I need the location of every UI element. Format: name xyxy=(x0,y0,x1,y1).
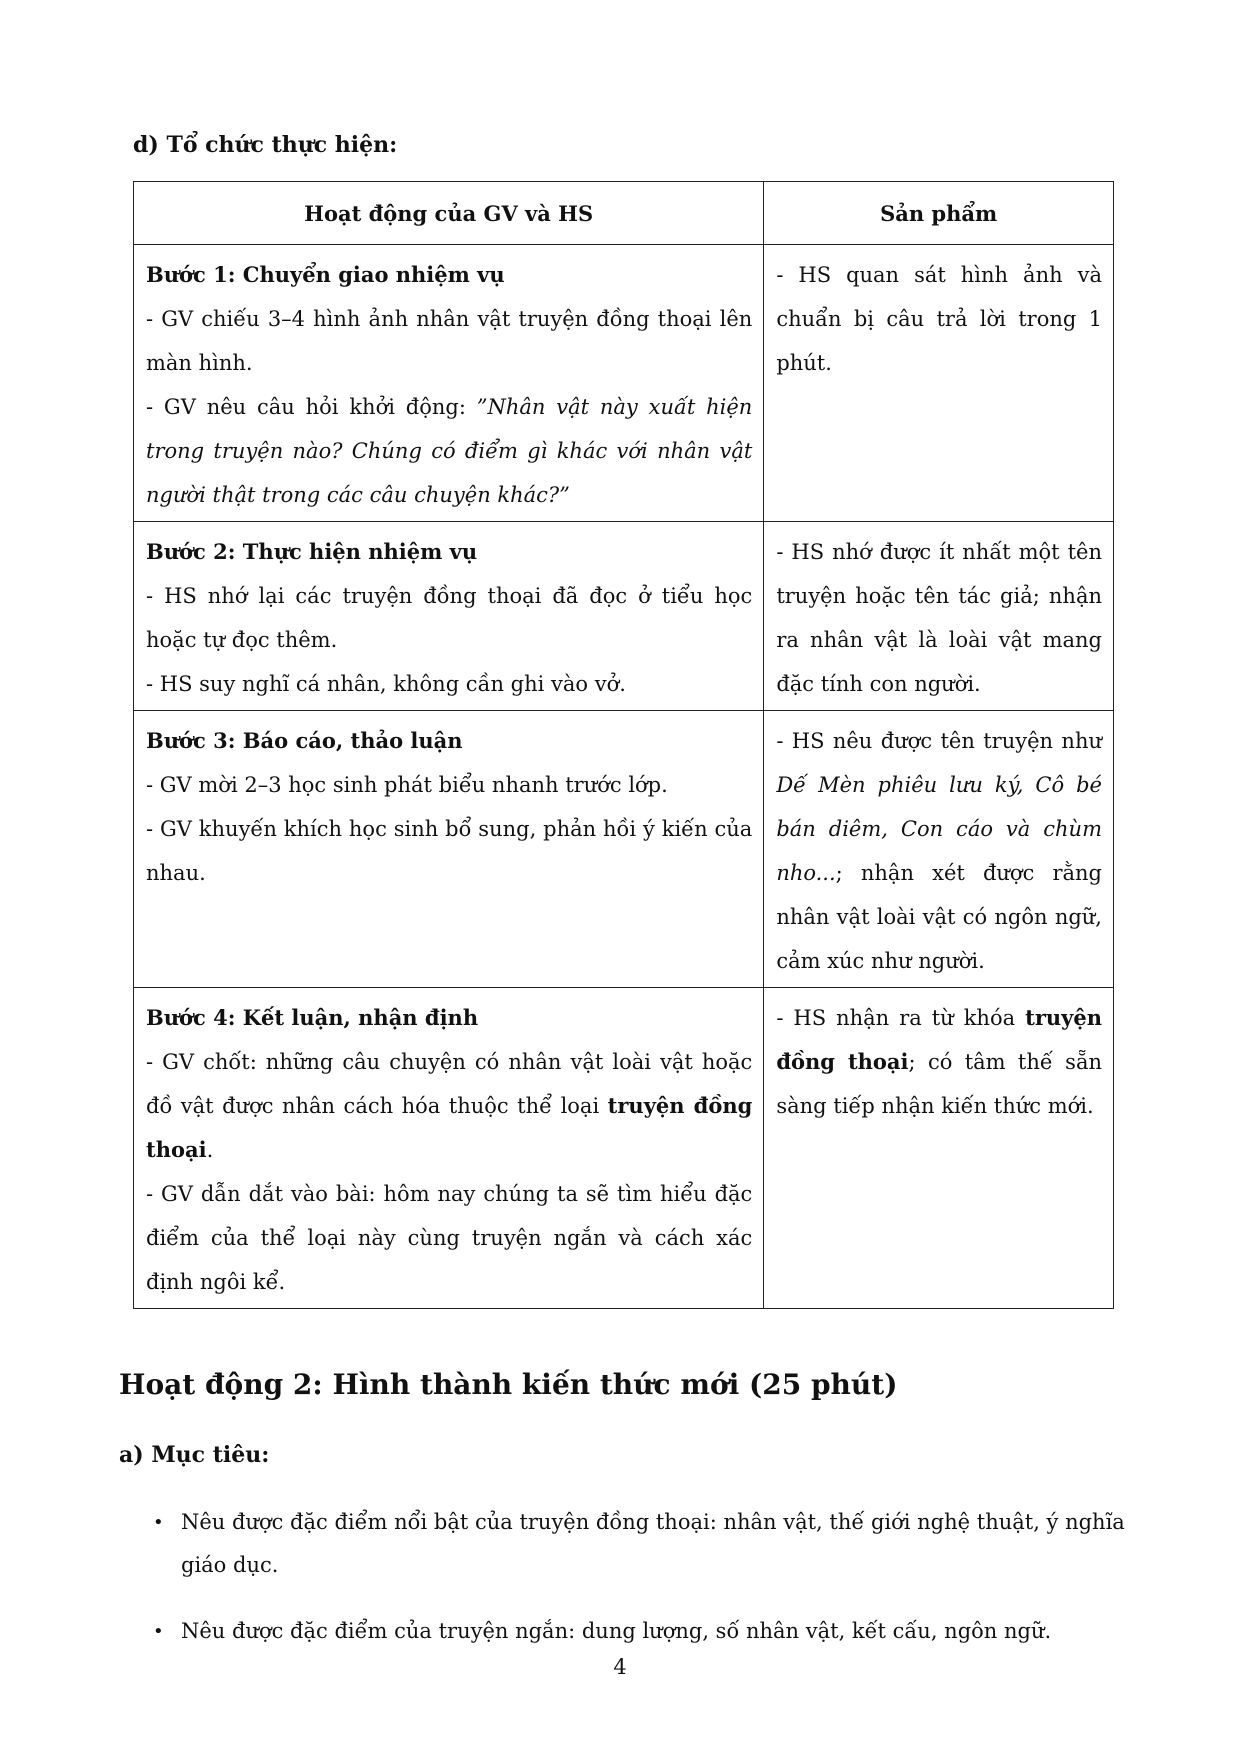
activity-line xyxy=(146,1040,752,1172)
activity-text: . xyxy=(206,1138,214,1162)
product-cell xyxy=(764,711,1114,988)
activity-table xyxy=(133,181,1114,1309)
product-text: ; nhận xét được rằng nhân vật loài vật có ngôn ngữ, cảm xúc như người. xyxy=(776,861,1102,973)
activity-line xyxy=(146,574,752,662)
keyword: truyện đồng thoại xyxy=(776,1005,1102,1074)
activity-text: - HS suy nghĩ cá nhân, không cần ghi vào vở. xyxy=(146,672,626,696)
table-body xyxy=(134,245,1114,1309)
table-row xyxy=(134,711,1114,988)
activity-heading: Hoạt động 2: Hình thành kiến thức mới (25 phút) xyxy=(119,1368,898,1401)
table-row xyxy=(134,245,1114,522)
list-item xyxy=(153,1501,1133,1587)
activity-text: - HS nhớ lại các truyện đồng thoại đã đọc ở tiểu học hoặc tự đọc thêm. xyxy=(146,584,753,652)
list-item xyxy=(153,1610,1133,1653)
activity-text: - GV mời 2–3 học sinh phát biểu nhanh trước lớp. xyxy=(146,773,668,797)
activity-cell xyxy=(134,522,764,711)
objective-heading: a) Mục tiêu: xyxy=(119,1442,270,1468)
activity-line xyxy=(146,385,752,517)
activity-line xyxy=(146,763,752,807)
activity-line xyxy=(146,1172,752,1304)
step-title: Bước 2: Thực hiện nhiệm vụ xyxy=(146,539,478,564)
product-text: - HS nêu được tên truyện như xyxy=(776,729,1102,753)
table-row xyxy=(134,522,1114,711)
activity-text: - GV dẫn dắt vào bài: hôm nay chúng ta sẽ tìm hiểu đặc điểm của thể loại này cùng truyện ngắn và cách xác định ngôi kể. xyxy=(146,1182,753,1294)
product-cell xyxy=(764,522,1114,711)
product-text: ; có tâm thế sẵn sàng tiếp nhận kiến thức mới. xyxy=(776,1050,1102,1118)
objective-text: Nêu được đặc điểm của truyện ngắn: dung lượng, số nhân vật, kết cấu, ngôn ngữ. xyxy=(181,1619,1052,1643)
activity-line xyxy=(146,807,752,895)
activity-cell xyxy=(134,245,764,522)
step-title: Bước 3: Báo cáo, thảo luận xyxy=(146,728,463,753)
product-text: - HS quan sát hình ảnh và chuẩn bị câu trả lời trong 1 phút. xyxy=(776,263,1102,375)
product-text: - HS nhận ra từ khóa xyxy=(776,1006,1026,1030)
activity-text: - GV chốt: những câu chuyện có nhân vật loài vật hoặc đồ vật được nhân cách hóa thuộc thể loại xyxy=(146,1050,753,1118)
objectives-list xyxy=(153,1501,1133,1676)
activity-cell xyxy=(134,711,764,988)
section-heading: d) Tổ chức thực hiện: xyxy=(133,132,398,158)
table-row xyxy=(134,988,1114,1309)
objective-text: Nêu được đặc điểm nổi bật của truyện đồng thoại: nhân vật, thế giới nghệ thuật, ý nghĩa giáo dục. xyxy=(181,1510,1125,1577)
bullet-icon: • xyxy=(153,1621,164,1642)
page-number: 4 xyxy=(613,1655,627,1679)
activity-line xyxy=(146,297,752,385)
column-header-product: Sản phẩm xyxy=(764,182,1114,245)
column-header-activity: Hoạt động của GV và HS xyxy=(134,182,764,245)
product-cell xyxy=(764,245,1114,522)
keyword: truyện đồng thoại xyxy=(146,1093,753,1162)
activity-question: ”Nhân vật này xuất hiện trong truyện nào? Chúng có điểm gì khác với nhân vật người thật trong các câu chuyện khác?” xyxy=(146,395,753,507)
step-title: Bước 4: Kết luận, nhận định xyxy=(146,1005,479,1030)
activity-text: - GV nêu câu hỏi khởi động: xyxy=(146,395,477,419)
activity-text: - GV chiếu 3–4 hình ảnh nhân vật truyện đồng thoại lên màn hình. xyxy=(146,307,753,375)
activity-line xyxy=(146,662,752,706)
bullet-icon: • xyxy=(153,1512,164,1533)
product-story-titles: Dế Mèn phiêu lưu ký, Cô bé bán diêm, Con cáo và chùm nho... xyxy=(776,773,1102,885)
activity-cell xyxy=(134,988,764,1309)
table-header-row xyxy=(134,182,1114,245)
product-cell xyxy=(764,988,1114,1309)
activity-text: - GV khuyến khích học sinh bổ sung, phản hồi ý kiến của nhau. xyxy=(146,817,753,885)
product-text: - HS nhớ được ít nhất một tên truyện hoặc tên tác giả; nhận ra nhân vật là loài vật mang đặc tính con người. xyxy=(776,540,1102,696)
step-title: Bước 1: Chuyển giao nhiệm vụ xyxy=(146,262,505,287)
